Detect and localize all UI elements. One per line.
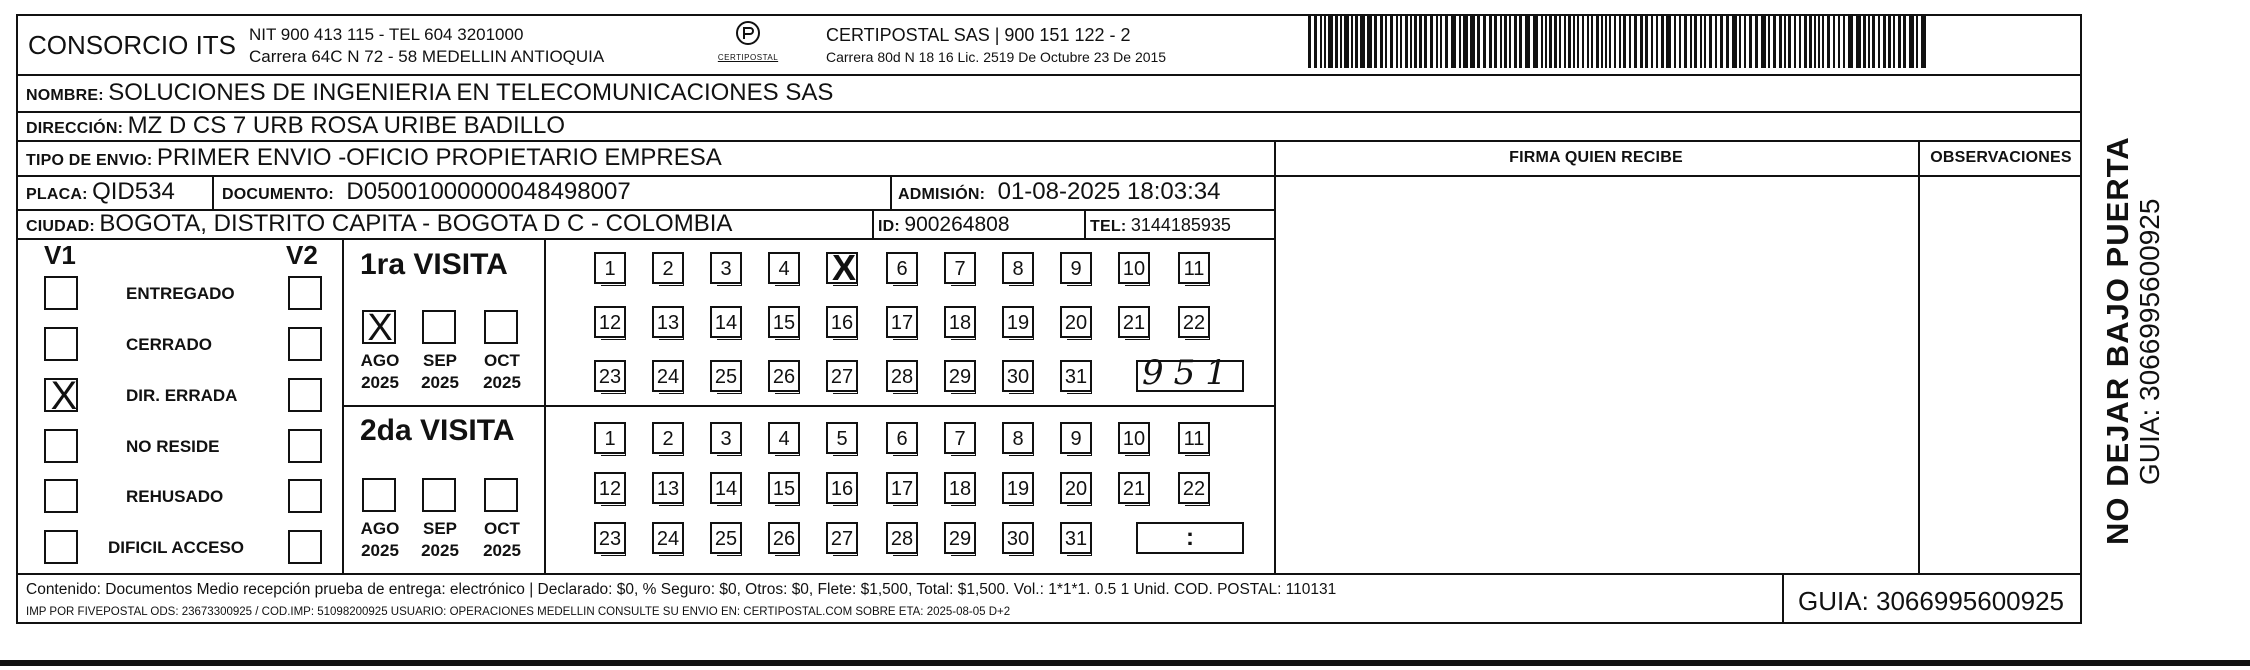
barcode-bar <box>1385 16 1387 68</box>
company-nit: NIT 900 413 115 - TEL 604 3201000 <box>249 25 524 44</box>
barcode-bar <box>1374 16 1377 68</box>
barcode-bar <box>1609 16 1611 68</box>
barcode-bar <box>1504 16 1507 68</box>
first-visit-day-24[interactable]: 24 <box>652 360 684 392</box>
barcode-bar <box>1883 16 1886 68</box>
barcode-bar <box>1344 16 1349 68</box>
barcode-bar <box>1554 16 1557 68</box>
first-visit-day-30[interactable]: 30 <box>1002 360 1034 392</box>
barcode-bar <box>1577 16 1579 68</box>
placa-label: PLACA: <box>26 186 88 203</box>
barcode-bar <box>1623 16 1626 68</box>
first-visit-day-16[interactable]: 16 <box>826 306 858 338</box>
barcode-bar <box>1614 16 1616 68</box>
first-visit-month-sep[interactable] <box>422 310 456 344</box>
barcode-bar <box>1868 16 1870 68</box>
second-visit-day-21[interactable]: 21 <box>1118 472 1150 504</box>
second-visit-day-16[interactable]: 16 <box>826 472 858 504</box>
barcode-bar <box>1601 16 1603 68</box>
barcode-bar <box>1761 16 1766 68</box>
status-label-cerrado: CERRADO <box>126 335 212 354</box>
first-visit-day-23[interactable]: 23 <box>594 360 626 392</box>
barcode-bar <box>1814 16 1816 68</box>
barcode-bar <box>1340 16 1342 68</box>
first-visit-day-8[interactable]: 8 <box>1002 252 1034 284</box>
barcode-bar <box>1833 16 1835 68</box>
barcode-bar <box>1715 16 1717 68</box>
barcode-bar <box>1645 16 1648 68</box>
second-visit-day-30[interactable]: 30 <box>1002 522 1034 554</box>
barcode-bar <box>1445 16 1448 68</box>
barcode-bar <box>1634 16 1637 68</box>
barcode-bar <box>1390 16 1393 68</box>
certipostal-logo <box>716 20 780 66</box>
barcode-bar <box>1514 16 1517 68</box>
tel-field <box>1090 216 1231 235</box>
first-visit-month-check: X <box>367 307 393 349</box>
ciudad-label: CIUDAD: <box>26 218 95 235</box>
year-label: 2025 <box>483 373 521 392</box>
firma-label: FIRMA QUIEN RECIBE <box>1509 149 1683 166</box>
footer-line-1: Contenido: Documentos Medio recepción prueba de entrega: electrónico | Declarado: $0, % Seguro: $0, Otros: $0, Flete: $1,500, Total: $1,500. Vol.: 1*1*1. 0.5 1 Unid. COD. POSTAL: 110131 <box>26 581 1337 598</box>
placa-value: QID534 <box>92 178 175 205</box>
v2-label: V2 <box>286 240 318 270</box>
second-visit-day-22[interactable]: 22 <box>1178 472 1210 504</box>
barcode-bar <box>1459 16 1461 68</box>
barcode-bar <box>1804 16 1807 68</box>
barcode-bar <box>1324 16 1326 68</box>
tipo-envio-label: TIPO DE ENVIO: <box>26 152 153 169</box>
second-visit-day-6[interactable]: 6 <box>886 422 918 454</box>
first-visit-day-20[interactable]: 20 <box>1060 306 1092 338</box>
v1-checkbox-dificil-acceso[interactable] <box>44 530 78 564</box>
cell-divider <box>212 175 214 209</box>
first-visit-day-9[interactable]: 9 <box>1060 252 1092 284</box>
month-label: OCT <box>484 351 520 370</box>
barcode-bar <box>1545 16 1547 68</box>
courier-address: Carrera 80d N 18 16 Lic. 2519 De Octubre 23 De 2015 <box>826 49 1167 65</box>
documento-value: D05001000000048498007 <box>346 178 631 205</box>
first-visit-day-28[interactable]: 28 <box>886 360 918 392</box>
barcode-bar <box>1903 16 1906 68</box>
barcode-bar <box>1533 16 1538 68</box>
v2-checkbox-dir-errada[interactable] <box>288 378 322 412</box>
first-visit-day-2[interactable]: 2 <box>652 252 684 284</box>
barcode-bar <box>1463 16 1468 68</box>
id-label: ID: <box>878 218 900 235</box>
ciudad-field <box>26 212 732 236</box>
barcode-bar <box>1596 16 1599 68</box>
barcode-bar <box>1541 16 1543 68</box>
month-label: SEP <box>422 351 458 370</box>
first-visit-day-15[interactable]: 15 <box>768 306 800 338</box>
second-visit-day-31[interactable]: 31 <box>1060 522 1092 554</box>
barcode-bar <box>1700 16 1702 68</box>
v2-checkbox-cerrado[interactable] <box>288 327 322 361</box>
month-label: AGO <box>360 519 400 538</box>
bottom-border <box>0 660 2250 666</box>
barcode-bar <box>1822 16 1824 68</box>
barcode-bar <box>1666 16 1671 68</box>
second-visit-day-20[interactable]: 20 <box>1060 472 1092 504</box>
second-visit-day-15[interactable]: 15 <box>768 472 800 504</box>
barcode-bar <box>1430 16 1433 68</box>
second-visit-day-13[interactable]: 13 <box>652 472 684 504</box>
barcode-bar <box>1732 16 1737 68</box>
footer-guia: GUIA: 3066995600925 <box>1798 586 2064 616</box>
second-visit-month-ago[interactable] <box>362 478 396 512</box>
first-visit-day-21[interactable]: 21 <box>1118 306 1150 338</box>
barcode-bar <box>1582 16 1584 68</box>
barcode-bar <box>1726 16 1729 68</box>
first-visit-label: 1ra VISITA <box>360 248 508 281</box>
second-visit-month-sep[interactable] <box>422 478 456 512</box>
ciudad-value: BOGOTA, DISTRITO CAPITA - BOGOTA D C - COLOMBIA <box>99 210 733 237</box>
side-warning: NO DEJAR BAJO PUERTA <box>2100 136 2135 545</box>
barcode-bar <box>1921 16 1926 68</box>
first-visit-day-18[interactable]: 18 <box>944 306 976 338</box>
second-visit-day-4[interactable]: 4 <box>768 422 800 454</box>
barcode-bar <box>1483 16 1486 68</box>
barcode-bar <box>1519 16 1522 68</box>
id-value: 900264808 <box>904 213 1010 236</box>
year-label: 2025 <box>361 541 399 560</box>
year-label: 2025 <box>483 541 521 560</box>
header-divider <box>16 74 2082 76</box>
barcode-bar <box>1690 16 1692 68</box>
barcode-bar <box>1549 16 1552 68</box>
firma-left-border <box>1274 140 1276 573</box>
second-visit-day-3[interactable]: 3 <box>710 422 742 454</box>
barcode-bar <box>1888 16 1891 68</box>
direccion-label: DIRECCIÓN: <box>26 120 124 137</box>
barcode-bar <box>1909 16 1914 68</box>
v2-checkbox-dificil-acceso[interactable] <box>288 530 322 564</box>
barcode-bar <box>1573 16 1575 68</box>
first-visit-day-13[interactable]: 13 <box>652 306 684 338</box>
barcode-bar <box>1818 16 1820 68</box>
barcode-bar <box>1872 16 1875 68</box>
first-visit-day-7[interactable]: 7 <box>944 252 976 284</box>
tel-label: TEL: <box>1090 218 1127 235</box>
barcode-bar <box>1640 16 1643 68</box>
barcode-bar <box>1440 16 1442 68</box>
second-visit-day-25[interactable]: 25 <box>710 522 742 554</box>
second-visit-day-10[interactable]: 10 <box>1118 422 1150 454</box>
barcode-bar <box>1694 16 1697 68</box>
barcode-bar <box>1749 16 1752 68</box>
barcode-bar <box>1674 16 1676 68</box>
second-visit-day-26[interactable]: 26 <box>768 522 800 554</box>
barcode-bar <box>1500 16 1502 68</box>
direccion-value: MZ D CS 7 URB ROSA URIBE BADILLO <box>127 112 565 139</box>
nombre-value: SOLUCIONES DE INGENIERIA EN TELECOMUNICACIONES SAS <box>108 79 834 106</box>
barcode-bar <box>1308 16 1311 68</box>
barcode-bar <box>1470 16 1475 68</box>
month-label: SEP <box>422 519 458 538</box>
second-visit-day-5[interactable]: 5 <box>826 422 858 454</box>
barcode-bar <box>1755 16 1758 68</box>
admision-value: 01-08-2025 18:03:34 <box>997 178 1221 205</box>
barcode-bar <box>1410 16 1412 68</box>
nombre-field <box>26 81 833 105</box>
barcode-bar <box>1898 16 1901 68</box>
first-visit-day-26[interactable]: 26 <box>768 360 800 392</box>
cell-divider <box>1084 209 1086 238</box>
year-label: 2025 <box>421 373 459 392</box>
v1-check-mark: X <box>50 374 78 418</box>
admision-field <box>898 180 1220 204</box>
year-label: 2025 <box>421 541 459 560</box>
status-label-dir-errada: DIR. ERRADA <box>126 386 238 405</box>
v1-checkbox-rehusado[interactable] <box>44 479 78 513</box>
v1-label: V1 <box>44 240 76 270</box>
barcode-bar <box>1773 16 1776 68</box>
first-visit-day-10[interactable]: 10 <box>1118 252 1150 284</box>
barcode-bar <box>1709 16 1712 68</box>
barcode-bar <box>1477 16 1480 68</box>
row-line <box>16 238 1274 240</box>
barcode-bar <box>1360 16 1365 68</box>
barcode-bar <box>1587 16 1589 68</box>
side-guia: GUIA: 3066995600925 <box>2134 198 2165 485</box>
v1-checkbox-no-reside[interactable] <box>44 429 78 463</box>
second-visit-day-11[interactable]: 11 <box>1178 422 1210 454</box>
barcode-bar <box>1720 16 1723 68</box>
second-visit-day-27[interactable]: 27 <box>826 522 858 554</box>
barcode-bar <box>1436 16 1438 68</box>
barcode-bar <box>1794 16 1796 68</box>
barcode-bar <box>1509 16 1511 68</box>
documento-field <box>222 180 631 204</box>
v2-checkbox-entregado[interactable] <box>288 276 322 310</box>
barcode-bar <box>1768 16 1770 68</box>
cell-divider <box>872 209 874 238</box>
first-visit-day-6[interactable]: 6 <box>886 252 918 284</box>
second-visit-day-29[interactable]: 29 <box>944 522 976 554</box>
second-visit-day-28[interactable]: 28 <box>886 522 918 554</box>
barcode-bar <box>1489 16 1492 68</box>
first-visit-day-27[interactable]: 27 <box>826 360 858 392</box>
company-name: CONSORCIO ITS <box>28 30 237 60</box>
barcode-bar <box>1405 16 1408 68</box>
second-visit-day-17[interactable]: 17 <box>886 472 918 504</box>
barcode-bar <box>1568 16 1571 68</box>
second-visit-day-18[interactable]: 18 <box>944 472 976 504</box>
barcode-bar <box>1335 16 1338 68</box>
first-visit-day-11[interactable]: 11 <box>1178 252 1210 284</box>
second-visit-day-19[interactable]: 19 <box>1002 472 1034 504</box>
barcode-bar <box>1809 16 1812 68</box>
first-visit-day-31[interactable]: 31 <box>1060 360 1092 392</box>
month-label: AGO <box>360 351 400 370</box>
barcode-bar <box>1400 16 1402 68</box>
barcode-bar <box>1744 16 1746 68</box>
barcode-bar <box>1559 16 1561 68</box>
barcode-bar <box>1351 16 1353 68</box>
footer-line-2: IMP POR FIVEPOSTAL ODS: 23673300925 / COD.IMP: 51098200925 USUARIO: OPERACIONES MEDELLIN CONSULTE SU ENVIO EN: CERTIPOSTAL.COM SOBRE ETA: 2025-08-05 D+2 <box>26 606 1011 618</box>
tipo-envio-field <box>26 146 722 170</box>
first-visit-day-12[interactable]: 12 <box>594 306 626 338</box>
barcode-bar <box>1494 16 1497 68</box>
second-visit-day-12[interactable]: 12 <box>594 472 626 504</box>
barcode-bar <box>1396 16 1398 68</box>
first-visit-day-14[interactable]: 14 <box>710 306 742 338</box>
status-label-dificil-acceso: DIFICIL ACCESO <box>108 538 245 557</box>
barcode-bar <box>1788 16 1791 68</box>
barcode-bar <box>1380 16 1383 68</box>
barcode-bar <box>1651 16 1653 68</box>
second-visit-day-9[interactable]: 9 <box>1060 422 1092 454</box>
visit-divider <box>342 405 1274 407</box>
logo-icon <box>730 20 766 48</box>
second-visit-label: 2da VISITA <box>360 414 515 447</box>
status-label-entregado: ENTREGADO <box>126 284 235 303</box>
row-line <box>16 175 2082 177</box>
barcode-bar <box>1525 16 1530 68</box>
obs-left-border <box>1918 140 1920 573</box>
barcode-bar <box>1419 16 1422 68</box>
barcode-bar <box>1684 16 1687 68</box>
barcode-bar <box>1314 16 1317 68</box>
company-address: Carrera 64C N 72 - 58 MEDELLIN ANTIOQUIA <box>249 47 605 66</box>
second-visit-day-24[interactable]: 24 <box>652 522 684 554</box>
first-visit-month-oct[interactable] <box>484 310 518 344</box>
barcode-bar <box>1838 16 1840 68</box>
cell-divider <box>890 175 892 209</box>
direccion-field <box>26 114 565 138</box>
second-visit-month-oct[interactable] <box>484 478 518 512</box>
barcode-bar <box>1355 16 1358 68</box>
barcode-bar <box>1779 16 1782 68</box>
barcode-bar <box>1799 16 1801 68</box>
barcode-bar <box>1679 16 1681 68</box>
footer-guia-divider <box>1782 573 1784 624</box>
tel-value: 3144185935 <box>1130 215 1231 235</box>
barcode-bar <box>1843 16 1845 68</box>
status-label-no-reside: NO RESIDE <box>126 437 220 456</box>
barcode-bar <box>1661 16 1664 68</box>
year-label: 2025 <box>361 373 399 392</box>
barcode-bar <box>1629 16 1631 68</box>
first-visit-day-17[interactable]: 17 <box>886 306 918 338</box>
second-visit-day-14[interactable]: 14 <box>710 472 742 504</box>
placa-field <box>26 180 175 204</box>
barcode-bar <box>1916 16 1918 68</box>
second-visit-day-1[interactable]: 1 <box>594 422 626 454</box>
barcode-bar <box>1863 16 1866 68</box>
barcode-bar <box>1656 16 1658 68</box>
v2-checkbox-no-reside[interactable] <box>288 429 322 463</box>
barcode-bar <box>1893 16 1895 68</box>
first-visit-day-check: X <box>831 247 856 288</box>
barcode-bar <box>1451 16 1456 68</box>
row-line <box>16 140 2082 142</box>
footer-divider <box>16 573 2082 575</box>
second-visit-day-7[interactable]: 7 <box>944 422 976 454</box>
month-label: OCT <box>484 519 520 538</box>
first-visit-day-22[interactable]: 22 <box>1178 306 1210 338</box>
barcode-bar <box>1784 16 1786 68</box>
barcode-bar <box>1414 16 1417 68</box>
admision-label: ADMISIÓN: <box>898 186 986 203</box>
barcode-bar <box>1739 16 1741 68</box>
documento-label: DOCUMENTO: <box>222 186 334 203</box>
barcode-bar <box>1878 16 1880 68</box>
courier-name: CERTIPOSTAL SAS | 900 151 122 - 2 <box>826 25 1131 45</box>
v1-checkbox-cerrado[interactable] <box>44 327 78 361</box>
second-visit-day-8[interactable]: 8 <box>1002 422 1034 454</box>
tipo-envio-value: PRIMER ENVIO -OFICIO PROPIETARIO EMPRESA <box>156 144 722 171</box>
barcode-bar <box>1848 16 1853 68</box>
barcode-bar <box>1367 16 1372 68</box>
first-visit-day-25[interactable]: 25 <box>710 360 742 392</box>
second-visit-day-2[interactable]: 2 <box>652 422 684 454</box>
v1-checkbox-entregado[interactable] <box>44 276 78 310</box>
first-visit-day-29[interactable]: 29 <box>944 360 976 392</box>
barcode-bar <box>1605 16 1607 68</box>
barcode-bar <box>1320 16 1322 68</box>
first-visit-time-handwritten: 951 <box>1142 353 1237 393</box>
v2-checkbox-rehusado[interactable] <box>288 479 322 513</box>
status-label-rehusado: REHUSADO <box>126 487 224 506</box>
observaciones-label: OBSERVACIONES <box>1930 149 2072 166</box>
barcode <box>1306 14 1934 70</box>
nombre-label: NOMBRE: <box>26 87 104 104</box>
first-visit-day-1[interactable]: 1 <box>594 252 626 284</box>
first-visit-day-19[interactable]: 19 <box>1002 306 1034 338</box>
first-visit-day-4[interactable]: 4 <box>768 252 800 284</box>
barcode-bar <box>1619 16 1621 68</box>
barcode-bar <box>1424 16 1427 68</box>
first-visit-day-3[interactable]: 3 <box>710 252 742 284</box>
logo-caption: CERTIPOSTAL <box>717 53 779 62</box>
barcode-bar <box>1564 16 1566 68</box>
barcode-bar <box>1328 16 1333 68</box>
second-visit-time-placeholder: : <box>1186 524 1194 551</box>
barcode-bar <box>1856 16 1861 68</box>
id-field <box>878 214 1010 235</box>
barcode-bar <box>1591 16 1593 68</box>
barcode-bar <box>1827 16 1830 68</box>
barcode-bar <box>1704 16 1706 68</box>
second-visit-day-23[interactable]: 23 <box>594 522 626 554</box>
